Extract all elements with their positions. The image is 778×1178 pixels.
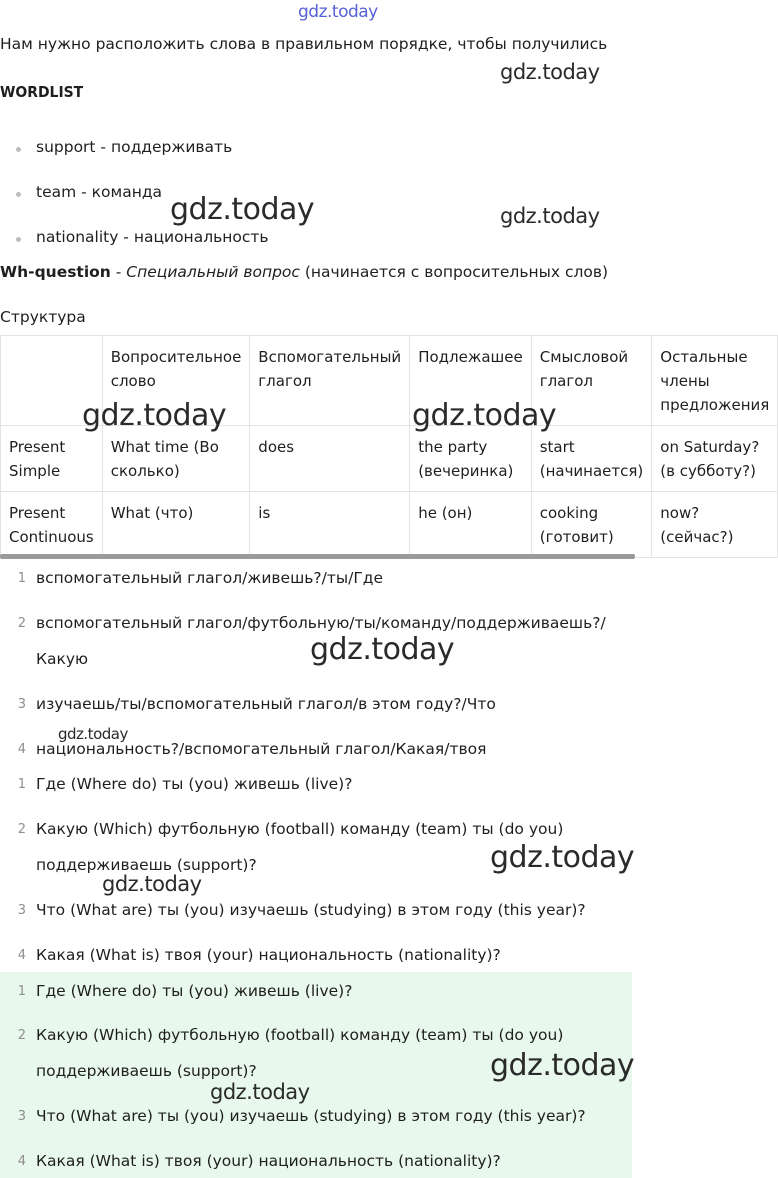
answer-number: 1	[17, 984, 26, 999]
watermark: gdz.today	[490, 840, 635, 875]
table-cell: start (начинается)	[531, 426, 652, 492]
task-text: национальность?/вспомогательный глагол/Какая/твоя	[36, 740, 487, 758]
watermark: gdz.today	[82, 398, 227, 433]
answer-number: 3	[17, 903, 26, 918]
table-cell: is	[250, 492, 410, 558]
wh-question-note: (начинается с вопросительных слов)	[299, 263, 609, 281]
wh-question-sep: -	[110, 263, 127, 281]
table-cell: he (он)	[410, 492, 532, 558]
table-cell: now? (сейчас?)	[652, 492, 778, 558]
task-text: вспомогательный глагол/живешь?/ты/Где	[36, 569, 384, 587]
watermark: gdz.today	[102, 872, 202, 896]
intro-text: Нам нужно расположить слова в правильном порядке, чтобы получились	[0, 35, 608, 53]
table-row	[1, 492, 778, 558]
answer-number: 2	[17, 1028, 26, 1043]
wh-question-ru: Специальный вопрос	[126, 263, 300, 281]
answer-text: Что (What are) ты (you) изучаешь (studying) в этом году (this year)?	[36, 901, 586, 919]
answer-number: 1	[17, 777, 26, 792]
table-cell: What time (Во сколько)	[102, 426, 250, 492]
table-cell: Present Continuous	[1, 492, 103, 558]
table-header-cell: Подлежашее	[410, 336, 532, 426]
answer-text: Какая (What is) твоя (your) национальность (nationality)?	[36, 946, 501, 964]
watermark: gdz.today	[210, 1080, 310, 1104]
watermark: gdz.today	[310, 632, 455, 667]
task-text: изучаешь/ты/вспомогательный глагол/в этом году?/Что	[36, 695, 496, 713]
table-scrollbar[interactable]	[0, 554, 635, 559]
table-row	[1, 426, 778, 492]
watermark: gdz.today	[490, 1048, 635, 1083]
table-cell: cooking (готовит)	[531, 492, 652, 558]
table-cell: on Saturday? (в субботу?)	[652, 426, 778, 492]
task-number: 4	[17, 742, 26, 757]
wordlist-heading: WORDLIST	[0, 83, 84, 101]
wordlist-item: support - поддерживать	[36, 138, 233, 156]
structure-table	[0, 335, 778, 558]
table-cell: Present Simple	[1, 426, 103, 492]
table-header-cell: Вспомогательный глагол	[250, 336, 410, 426]
wordlist-item: nationality - национальность	[36, 228, 269, 246]
answer-text: поддерживаешь (support)?	[36, 856, 257, 874]
answer-number: 3	[17, 1109, 26, 1124]
answer-number: 4	[17, 1154, 26, 1169]
watermark-top: gdz.today	[298, 2, 378, 22]
watermark: gdz.today	[500, 60, 600, 84]
answer-text: Что (What are) ты (you) изучаешь (studying) в этом году (this year)?	[36, 1107, 586, 1125]
wh-question-line	[0, 263, 608, 281]
table-header-cell: Вопросительное слово	[102, 336, 250, 426]
task-number: 2	[17, 616, 26, 631]
wordlist-item: team - команда	[36, 183, 163, 201]
task-text: вспомогательный глагол/футбольную/ты/команду/поддерживаешь?/	[36, 614, 606, 632]
answer-text: Какую (Which) футбольную (football) команду (team) ты (do you)	[36, 820, 564, 838]
table-header-cell: Остальные члены предложения	[652, 336, 778, 426]
task-text: Какую	[36, 650, 89, 668]
answer-text: поддерживаешь (support)?	[36, 1062, 257, 1080]
answer-number: 2	[17, 822, 26, 837]
structure-table-scroll[interactable]	[0, 335, 770, 557]
wh-question-term: Wh-question	[0, 263, 111, 281]
answer-text: Где (Where do) ты (you) живешь (live)?	[36, 982, 353, 1000]
answer-number: 4	[17, 948, 26, 963]
watermark: gdz.today	[58, 725, 128, 743]
task-number: 1	[17, 571, 26, 586]
answer-text: Где (Where do) ты (you) живешь (live)?	[36, 775, 353, 793]
answer-text: Какую (Which) футбольную (football) команду (team) ты (do you)	[36, 1026, 564, 1044]
watermark: gdz.today	[500, 204, 600, 228]
structure-title: Структура	[0, 308, 86, 326]
table-cell: the party (вечеринка)	[410, 426, 532, 492]
watermark: gdz.today	[170, 192, 315, 227]
watermark: gdz.today	[412, 398, 557, 433]
answer-text: Какая (What is) твоя (your) национальность (nationality)?	[36, 1152, 501, 1170]
table-cell: does	[250, 426, 410, 492]
task-number: 3	[17, 697, 26, 712]
table-cell: What (что)	[102, 492, 250, 558]
table-header-cell: Смысловой глагол	[531, 336, 652, 426]
